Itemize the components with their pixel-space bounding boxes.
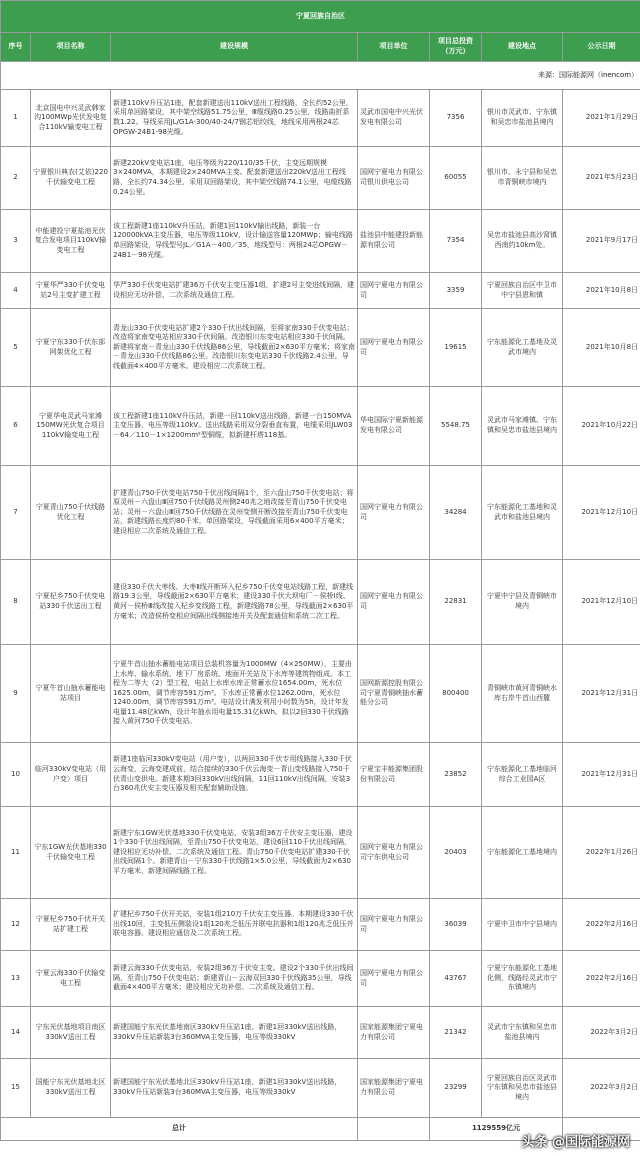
header-row: [1, 33, 640, 62]
cell-location: 青铜峡市黄河青铜峡水库右岸牛首山西麓: [482, 645, 563, 743]
cell-invest: 19615: [430, 309, 482, 387]
cell-scale: 新建宁东1GW光伏基地330千伏变电站，安装3组36万千伏安主变压器，建设1个330千伏出线间隔，至青山750千伏变电站，建设6回110千伏出线间隔，建设相应无功补偿、二次系统及通信工程。青山750千伏变电站扩建330千伏出线间隔1个。新建青山－宁东330千伏线路1×5.0公里，导线截面为2×630平方毫米，新建间隔线路工程。: [111, 807, 358, 899]
cell-invest: 800400: [430, 645, 482, 743]
table-row: [1, 899, 640, 951]
cell-name: 临河330kV变电站（用户变）项目: [31, 743, 111, 807]
cell-unit: 国网宁夏电力有限公司宁东供电公司: [358, 807, 430, 899]
cell-scale: 扩建青山750千伏变电站750千伏出线间隔1个，至六盘山750千伏变电站；将原灵州－六盘山Ⅲ回750千伏线路灵州侧240兆之地改接至青山750千伏变电站；灵州－六盘山Ⅲ回750千伏线路在灵州变侧开断改接至青山750千伏变电站，新建线路长度约80千米，单回路架设，导线截面采用6×400平方毫米；建设相应二次系统及通信工程。: [111, 466, 358, 560]
cell-name: 宁夏牛首山抽水蓄能电站项目: [31, 645, 111, 743]
cell-unit: 国网宁夏电力有限公司: [358, 560, 430, 645]
table-row: [1, 90, 640, 147]
cell-date: 2022年1月26日: [563, 807, 640, 899]
table-row: [1, 147, 640, 210]
cell-unit: 国网宁夏电力有限公司: [358, 951, 430, 1007]
header-unit: 项目单位: [358, 33, 430, 62]
cell-no: 4: [1, 273, 31, 309]
cell-invest: 21342: [430, 1007, 482, 1059]
total-spacer: [358, 1118, 430, 1141]
cell-scale: 扩建杞乡750千伏开关站，安装1组210万千伏安主变压器。本期建设330千伏出线10回，主变低压侧装设1组120兆乏低压并联电抗器和1组120兆乏低压并联电容器。建设相应通信及二次系统工程。: [111, 899, 358, 951]
table-title: 宁夏回族自治区: [1, 1, 640, 33]
table-row: [1, 1059, 640, 1118]
cell-name: 国能宁东光伏基地北区330kV送出工程: [31, 1059, 111, 1118]
cell-scale: 新建1座临河330kV变电站（用户变），以两回330千伏专用线路接入330千伏云海变，云海变建成前，结合接续的330千伏云海变－青山变线路接入750千伏青山变供电。新建本期3回330kV出线间隔，11回110kV出线间隔，安装3台360兆伏安主变压器及相关配套辅助设施。: [111, 743, 358, 807]
cell-name: 宁夏云海330千伏输变电工程: [31, 951, 111, 1007]
cell-invest: 7354: [430, 210, 482, 273]
cell-name: 宁夏杞乡750千伏变电站330千伏送出工程: [31, 560, 111, 645]
cell-no: 13: [1, 951, 31, 1007]
title-row: [1, 1, 640, 33]
cell-name: 宁东光伏基地项目南区330kV送出工程: [31, 1007, 111, 1059]
cell-unit: 国网宁夏电力有限公司: [358, 899, 430, 951]
cell-unit: 宁夏宝丰能源集团股份有限公司: [358, 743, 430, 807]
cell-location: 宁东能源化工基地和灵武市和盐池县境内: [482, 466, 563, 560]
table-row: [1, 807, 640, 899]
cell-location: 吴忠市盐池县高沙窝镇西南约10km处。: [482, 210, 563, 273]
cell-location: 宁东能源化工基地境内: [482, 807, 563, 899]
header-no: 序号: [1, 33, 31, 62]
cell-location: 宁夏回族自治区灵武市宁东镇和吴忠市盐池县境内: [482, 1059, 563, 1118]
cell-date: 2021年10月22日: [563, 387, 640, 466]
cell-scale: 青龙山330千伏变电站扩建2个330千伏出线间隔，至将家南330千伏变电站；改造将家南变电站相应330千伏间隔。改造银川东变电站相应330千伏间隔。新建将家南－青龙山330千伏线路86公里，导线截面2×630平方毫米；将家南－青龙山330千伏线路86公里。改造银川东变电站330千伏线路2.4公里，导线截面4×400平方毫米。建设相应二次系统工程。: [111, 309, 358, 387]
cell-name: 宁夏青山750千伏线路优化工程: [31, 466, 111, 560]
cell-unit: 盐池县中能建投新能源有限公司: [358, 210, 430, 273]
header-date: 公示日期: [563, 33, 640, 62]
total-value: 1129559亿元: [430, 1118, 563, 1141]
cell-no: 8: [1, 560, 31, 645]
table-row: [1, 387, 640, 466]
cell-invest: 3359: [430, 273, 482, 309]
cell-unit: 国家能源集团宁夏电力有限公司: [358, 1007, 430, 1059]
cell-date: 2021年5月23日: [563, 147, 640, 210]
cell-unit: 国网新源控股有限公司宁夏青铜峡抽水蓄能分公司: [358, 645, 430, 743]
cell-date: 2021年12月10日: [563, 466, 640, 560]
cell-no: 15: [1, 1059, 31, 1118]
cell-location: 宁东能源化工基地及灵武市境内: [482, 309, 563, 387]
cell-date: 2021年9月17日: [563, 210, 640, 273]
cell-no: 6: [1, 387, 31, 466]
cell-name: 宁夏银川典农(艾依)220千伏输变电工程: [31, 147, 111, 210]
cell-scale: 新建220kV变电站1座，电压等级为220/110/35千伏，主变远期规模3×240MVA，本期建设2×240MVA主变。配套新建送出220kV送出工程线路，全长约74.34公里，采用双回路架设，其中架空线路74.1公里，电缆线路0.24公里。: [111, 147, 358, 210]
cell-scale: 新建110kV升压站1座，配套新建送出110kV送出工程线路，全长约52公里，采用单回路架设，其中架空线路51.75公里，Ⅲ缆线路0.25公里，线路曲折系数1.22。导线采用JL/G1A-300/40-24/7钢芯铝绞线，地线采用两根24芯OPGW-24B1-98光缆。: [111, 90, 358, 147]
cell-invest: 7356: [430, 90, 482, 147]
table-row: [1, 273, 640, 309]
cell-date: 2022年3月2日: [563, 1007, 640, 1059]
cell-unit: 国网宁夏电力有限公司: [358, 273, 430, 309]
cell-invest: 34284: [430, 466, 482, 560]
total-label: 总计: [1, 1118, 358, 1141]
cell-no: 1: [1, 90, 31, 147]
cell-scale: 该工程新建1座110kV升压站，新建1回110kV输出线路，新装一台120000kVA主变压器，电压等级110kV，设计输送容量120MWp；输电线路单回路架设，导线型号JL／G1A－400／35，地线型号：两根24芯OPGW－24B1－98光缆。: [111, 210, 358, 273]
cell-scale: 新建国能宁东光伏基地北区330kV升压站1座，新建1回330kV送出线路，330kV升压站新装3台360MVA主变压器，电压等级330kV: [111, 1059, 358, 1118]
cell-invest: 23299: [430, 1059, 482, 1118]
header-location: 建设地点: [482, 33, 563, 62]
header-scale: 建设规模: [111, 33, 358, 62]
cell-location: 灵武市马家滩镇、宁东镇和吴忠市盐池县境内: [482, 387, 563, 466]
cell-date: 2021年12月10日: [563, 560, 640, 645]
cell-location: 宁夏宁东能源化工基地化侧，线路经灵武市宁东镇境内: [482, 951, 563, 1007]
cell-scale: 该工程新建1座110kV升压站，新建一回110kV送出线路，新建一台150MVA主变压器，电压等级110kV。送出线路采用双分裂垂直布置，电缆采用JLW03－64／110－1×1200mm²型铜缆，拟新建杆塔118基。: [111, 387, 358, 466]
table-row: [1, 1007, 640, 1059]
cell-name: 宁夏宁东330千伏东部网架优化工程: [31, 309, 111, 387]
watermark: 头条 @国际能源网: [521, 1135, 630, 1150]
cell-date: 2021年10月8日: [563, 273, 640, 309]
cell-name: 宁东1GW光伏基地330千伏输变电工程: [31, 807, 111, 899]
table-row: [1, 743, 640, 807]
cell-location: 灵武市宁东镇和吴忠市盐池县境内: [482, 1007, 563, 1059]
cell-scale: 华严330千伏变电站扩建36万千伏安主变压器1组，扩建2号主变进线间隔，建设相应无功补偿、二次系统及通信工程。: [111, 273, 358, 309]
cell-unit: 华电国际宁夏新能源发电有限公司: [358, 387, 430, 466]
cell-invest: 36039: [430, 899, 482, 951]
table-row: [1, 645, 640, 743]
cell-no: 2: [1, 147, 31, 210]
cell-name: 宁夏杞乡750千伏开关站扩建工程: [31, 899, 111, 951]
cell-invest: 20403: [430, 807, 482, 899]
source-text: 来源：国际能源网（inencom）: [1, 62, 640, 90]
cell-no: 12: [1, 899, 31, 951]
header-invest: 项目总投资（万元）: [430, 33, 482, 62]
cell-no: 10: [1, 743, 31, 807]
table-row: [1, 560, 640, 645]
cell-no: 3: [1, 210, 31, 273]
cell-no: 11: [1, 807, 31, 899]
cell-no: 9: [1, 645, 31, 743]
table-row: [1, 466, 640, 560]
cell-date: 2022年3月2日: [563, 1059, 640, 1118]
cell-date: 2022年2月16日: [563, 899, 640, 951]
cell-no: 14: [1, 1007, 31, 1059]
cell-invest: 43767: [430, 951, 482, 1007]
cell-invest: 23852: [430, 743, 482, 807]
cell-date: 2021年12月31日: [563, 743, 640, 807]
cell-date: 2021年1月29日: [563, 90, 640, 147]
cell-scale: 新建云海330千伏变电站，安装2组36万千伏安主变。建设2个330千伏出线间隔，至青山750千伏变电站；新建青山－云海双回330千伏线路35公里，导线截面4×400平方毫米；建设相应无功补偿、二次系统及通信工程。: [111, 951, 358, 1007]
cell-invest: 60055: [430, 147, 482, 210]
cell-date: 2022年2月16日: [563, 951, 640, 1007]
cell-scale: 新建国能宁东光伏基地南区330kV升压站1座，新建1回330kV送出线路，330kV升压站新装3台360MVA主变压器，电压等级330kV: [111, 1007, 358, 1059]
cell-name: 宁夏华电灵武马家滩150MW光伏复合项目110kV输变电工程: [31, 387, 111, 466]
cell-unit: 国网宁夏电力有限公司: [358, 466, 430, 560]
cell-no: 7: [1, 466, 31, 560]
cell-date: 2021年12月31日: [563, 645, 640, 743]
cell-scale: 宁夏牛首山抽水蓄能电站项目总装机容量为1000MW（4×250MW），主要由上水库、输水系统、地下厂房系统、地面开关站及下水库等建筑物组成。本工程为二等大（2）型工程，电站上水库水库正常蓄水位1654.00m，死水位1625.00m，调节库容591万m³。下水库正常蓄水位1262.00m，死水位1240.00m，调节库容591万m³。电站设计满发利用小时数为5h，设计年发电量11.48亿kWh，设计年抽水用电量15.31亿kWh。拟以2回330千伏线路接入黄河750千伏变电站。: [111, 645, 358, 743]
table-row: [1, 951, 640, 1007]
cell-invest: 5548.75: [430, 387, 482, 466]
cell-location: 宁夏中宁县及青铜峡市境内: [482, 560, 563, 645]
cell-date: 2021年10月8日: [563, 309, 640, 387]
cell-unit: 国网宁夏电力有限公司银川供电公司: [358, 147, 430, 210]
cell-unit: 灵武市国电中兴光伏发电有限公司: [358, 90, 430, 147]
cell-scale: 建设330千伏大枣线、大枣Ⅱ线开断环入杞乡750千伏变电站线路工程，新建线路19.3公里，导线截面2×630平方毫米；建设330千伏大坝电厂－侯桥Ⅰ线、黄河－侯桥Ⅲ线改接入杞乡变线路工程，新建线路78公里，导线截面2×630平方毫米；改造侯桥变相应间隔出线侧接地开关及配套通信和系统二次工程。: [111, 560, 358, 645]
cell-unit: 国网宁夏电力有限公司: [358, 309, 430, 387]
cell-name: 北京国电中兴灵武韩家沟100MWp光伏发电复合110kV输变电工程: [31, 90, 111, 147]
cell-name: 宁夏华严330千伏变电站2号主变扩建工程: [31, 273, 111, 309]
cell-unit: 国家能源集团宁夏电力有限公司: [358, 1059, 430, 1118]
cell-location: 宁夏回族自治区中卫市中宁县恩和镇: [482, 273, 563, 309]
cell-location: 银川市灵武市、宁东镇和吴忠市盐池县境内: [482, 90, 563, 147]
header-name: 项目名称: [31, 33, 111, 62]
table-body: [1, 90, 640, 1118]
source-row: [1, 62, 640, 90]
table-row: [1, 210, 640, 273]
cell-name: 中能建投宁夏盐池光伏复合发电项目110kV输变电工程: [31, 210, 111, 273]
cell-invest: 22831: [430, 560, 482, 645]
cell-location: 银川市、永宁县和吴忠市青铜峡市境内: [482, 147, 563, 210]
cell-location: 宁东能源化工基地临河综合工业园A区: [482, 743, 563, 807]
cell-location: 宁夏中卫市中宁县境内: [482, 899, 563, 951]
cell-no: 5: [1, 309, 31, 387]
table-row: [1, 309, 640, 387]
